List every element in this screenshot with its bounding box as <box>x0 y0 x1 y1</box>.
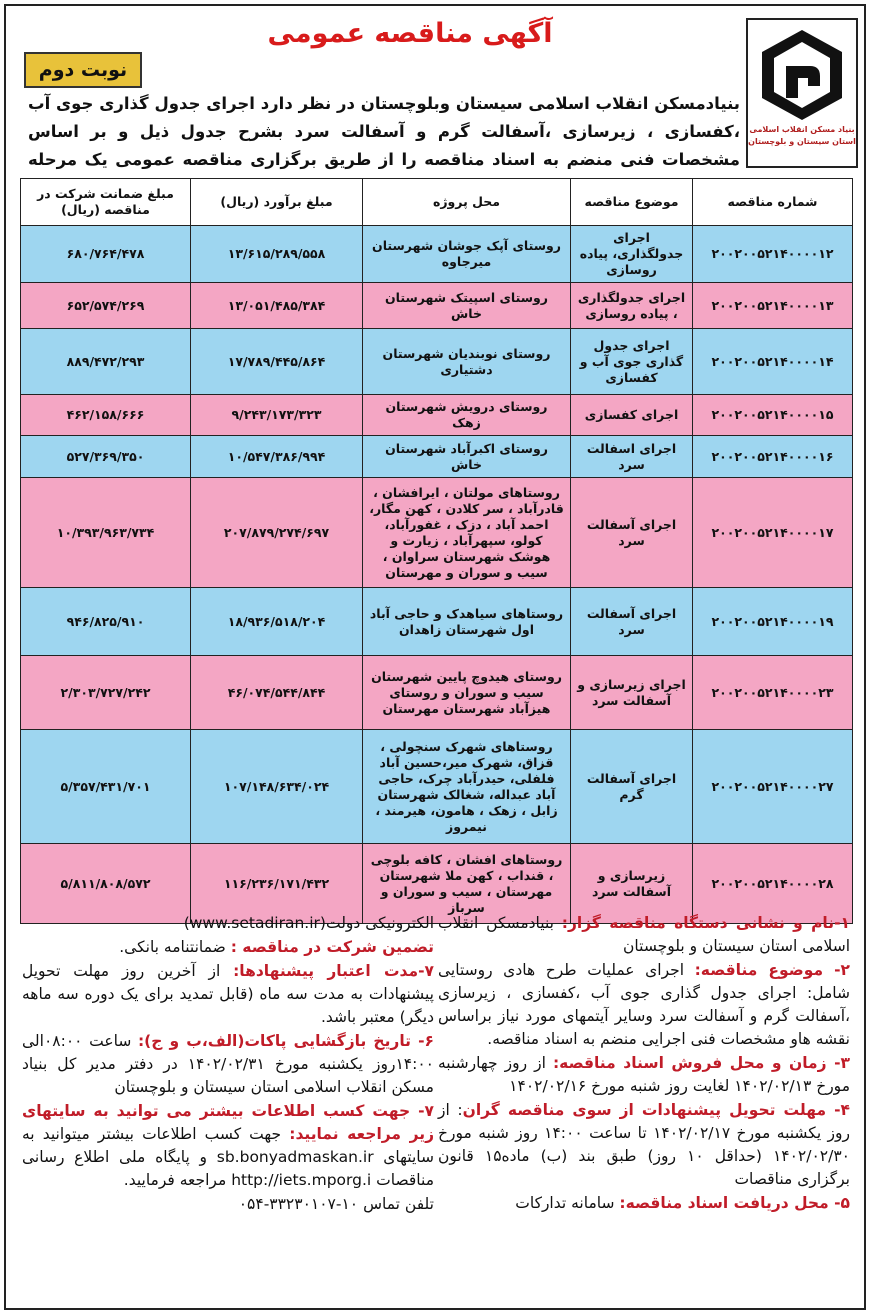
section-text: اجرای عملیات طرح هادی روستایی شامل: اجرای جدول گذاری جوی آب ،کفسازی ، زیرسازی ،آسفالت گرم و آسفالت سرد وسایر آیتمهای مورد نیاز براساس نقشه هاو مشخصات فنی اجرایی منضم به اسناد مناقصه. <box>438 961 850 1048</box>
tender-location: روستای درویش شهرستان زهک <box>363 395 571 436</box>
header-location: محل پروژه <box>363 179 571 226</box>
round-badge: نوبت دوم <box>24 52 142 88</box>
section-more-info <box>22 1100 434 1192</box>
tender-number: ۲۰۰۲۰۰۵۲۱۴۰۰۰۰۱۷ <box>693 478 853 588</box>
tender-subject: اجرای جدولگذاری، پیاده روسازی <box>571 226 693 283</box>
tender-number: ۲۰۰۲۰۰۵۲۱۴۰۰۰۰۱۹ <box>693 588 853 656</box>
table-header-row <box>21 179 853 226</box>
tender-guarantee: ۵/۳۵۷/۴۳۱/۷۰۱ <box>21 730 191 844</box>
tender-location: روستاهای مولتان ، ایرافشان ، قادرآباد ، سر کلادن ، کهن مگار، احمد آباد ، دزک ، غفورآباد، کولو، سپهرآباد ، زیارت و هوشک شهرستان سراوان ، سیب و سوران و مهرستان <box>363 478 571 588</box>
tender-estimate: ۹/۲۴۳/۱۷۳/۳۲۳ <box>191 395 363 436</box>
section-subject <box>438 959 850 1051</box>
header-guarantee: مبلغ ضمانت شرکت در مناقصه (ریال) <box>21 179 191 226</box>
tender-subject: اجرای جدول گذاری جوی آب و کفسازی <box>571 329 693 395</box>
section-heading: ۳- زمان و محل فروش اسناد مناقصه: <box>552 1054 850 1072</box>
tender-subject: زیرسازی و آسفالت سرد <box>571 844 693 924</box>
conditions-right-column <box>438 912 850 1216</box>
tender-estimate: ۲۰۷/۸۷۹/۲۷۴/۶۹۷ <box>191 478 363 588</box>
section-documents-sale <box>438 1052 850 1098</box>
tender-location: روستاهای شهرک سنچولی ، قزاق، شهرک میر،حسین آباد فلفلی، حیدرآباد چرک، حاجی آباد عبداله، شغالک شهرستان زابل ، زهک ، هامون، هیرمند ، نیمروز <box>363 730 571 844</box>
section-heading: ۱-نام و نشانی دستگاه مناقصه گزار: <box>561 914 850 932</box>
logo-caption-line1: بنیاد مسکن انقلاب اسلامی <box>749 125 855 134</box>
section-opening-date <box>22 1030 434 1099</box>
tender-number: ۲۰۰۲۰۰۵۲۱۴۰۰۰۰۱۳ <box>693 283 853 329</box>
tender-subject: اجرای آسفالت سرد <box>571 478 693 588</box>
table-row <box>21 329 853 395</box>
section-text: تلفن تماس ۱۰-۳۳۲۳۰۱۰۷-۰۵۴ <box>238 1195 434 1213</box>
section-heading: تضمین شرکت در مناقصه : <box>230 938 434 956</box>
tender-location: روستای اکبرآباد شهرستان خاش <box>363 436 571 478</box>
tender-number: ۲۰۰۲۰۰۵۲۱۴۰۰۰۰۱۴ <box>693 329 853 395</box>
tender-number: ۲۰۰۲۰۰۵۲۱۴۰۰۰۰۱۵ <box>693 395 853 436</box>
tender-number: ۲۰۰۲۰۰۵۲۱۴۰۰۰۰۲۳ <box>693 656 853 730</box>
section-phone <box>22 1193 434 1216</box>
table-row <box>21 283 853 329</box>
tender-subject: اجرای جدولگذاری ، پیاده روسازی <box>571 283 693 329</box>
section-text: ضمانتنامه بانکی. <box>119 938 231 956</box>
section-text: : از روز یکشنبه مورخ ۱۴۰۲/۰۲/۱۷ تا ساعت ۱۴:۰۰ روز شنبه مورخ ۱۴۰۲/۰۲/۳۰ (حداقل ۱۰ روز) طبق بند (ب) ماده۱۵ قانون برگزاری مناقصات <box>438 1101 850 1188</box>
section-heading: ۵- محل دریافت اسناد مناقصه: <box>619 1194 850 1212</box>
tender-location: روستای اسپیتک شهرستان خاش <box>363 283 571 329</box>
section-heading: ۷-مدت اعتبار پیشنهادها: <box>233 962 434 980</box>
tender-location: روستاهای سیاهدک و حاجی آباد اول شهرستان زاهدان <box>363 588 571 656</box>
section-documents-location <box>438 1192 850 1215</box>
section-submission-deadline <box>438 1099 850 1191</box>
tender-estimate: ۱۷/۷۸۹/۴۴۵/۸۶۴ <box>191 329 363 395</box>
conditions-left-column <box>22 912 434 1217</box>
tender-estimate: ۱۱۶/۲۳۶/۱۷۱/۴۳۲ <box>191 844 363 924</box>
section-text: بنیادمسکن انقلاب اسلامی استان سیستان و بلوچستان <box>438 914 850 955</box>
logo-caption-line2: استان سیستان و بلوچستان <box>748 137 856 146</box>
table-row <box>21 395 853 436</box>
section-text: از روز چهارشنبه مورخ ۱۴۰۲/۰۲/۱۳ لغایت روز شنبه مورخ ۱۴۰۲/۰۲/۱۶ <box>438 1054 850 1095</box>
tender-guarantee: ۲/۳۰۳/۷۲۷/۲۴۲ <box>21 656 191 730</box>
tender-subject: اجرای زیرسازی و آسفالت سرد <box>571 656 693 730</box>
tender-guarantee: ۹۴۶/۸۲۵/۹۱۰ <box>21 588 191 656</box>
section-text: سامانه تدارکات <box>515 1194 620 1212</box>
tender-location: روستای نوبندیان شهرستان دشتیاری <box>363 329 571 395</box>
table-row <box>21 656 853 730</box>
section-heading: ۶- تاریخ بازگشایی پاکات(الف،ب و ج): <box>137 1032 434 1050</box>
section-text: الکترونیکی دولت(www.setadiran.ir) <box>183 914 434 932</box>
tender-estimate: ۱۰/۵۴۷/۳۸۶/۹۹۴ <box>191 436 363 478</box>
section-text: ساعت ۰۸:۰۰الی ۱۴:۰۰روز یکشنبه مورخ ۱۴۰۲/۰۲/۳۱ در دفتر مدیر کل بنیاد مسکن انقلاب اسلامی استان سیستان و بلوچستان <box>22 1032 435 1096</box>
tender-number: ۲۰۰۲۰۰۵۲۱۴۰۰۰۰۱۲ <box>693 226 853 283</box>
table-row <box>21 588 853 656</box>
tender-number: ۲۰۰۲۰۰۵۲۱۴۰۰۰۰۲۷ <box>693 730 853 844</box>
tender-subject: اجرای کفسازی <box>571 395 693 436</box>
section-heading: ۷- جهت کسب اطلاعات بیشتر می توانید به سایتهای زیر مراجعه نمایید: <box>22 1102 434 1143</box>
tender-guarantee: ۵/۸۱۱/۸۰۸/۵۷۲ <box>21 844 191 924</box>
header-number: شماره مناقصه <box>693 179 853 226</box>
tender-location: روستای هیدوچ پایین شهرستان سیب و سوران و روستای هیزآباد شهرستان مهرستان <box>363 656 571 730</box>
section-guarantee <box>22 936 434 959</box>
tender-estimate: ۱۸/۹۳۶/۵۱۸/۲۰۴ <box>191 588 363 656</box>
table-row <box>21 730 853 844</box>
tender-location: روستاهای افشان ، کافه بلوچی ، قنداب ، کهن ملا شهرستان مهرستان ، سیب و سوران و سرباز <box>363 844 571 924</box>
section-text: جهت کسب اطلاعات بیشتر میتوانید به سایتهای sb.bonyadmaskan.ir و پایگاه ملی اطلاع رسانی مناقصات http://iets.mporg.i مراجعه فرمایید. <box>22 1125 434 1189</box>
header-subject: موضوع مناقصه <box>571 179 693 226</box>
tender-location: روستای آپک جوشان شهرستان میرجاوه <box>363 226 571 283</box>
tender-estimate: ۱۳/۰۵۱/۴۸۵/۳۸۴ <box>191 283 363 329</box>
tender-estimate: ۴۶/۰۷۴/۵۴۴/۸۴۴ <box>191 656 363 730</box>
section-heading: ۲- موضوع مناقصه: <box>694 961 851 979</box>
table-row <box>21 226 853 283</box>
tender-number: ۲۰۰۲۰۰۵۲۱۴۰۰۰۰۱۶ <box>693 436 853 478</box>
intro-paragraph: بنیادمسکن انقلاب اسلامی سیستان وبلوچستان در نظر دارد اجرای جدول گذاری جوی آب ،کفسازی ، زیرسازی ،آسفالت گرم و آسفالت سرد بشرح جدول ذیل و بر اساس مشخصات فنی منضم به اسناد مناقصه را از طریق برگزاری مناقصه عمومی یک مرحله <box>28 94 740 169</box>
tender-table <box>20 178 853 924</box>
tender-subject: اجرای آسفالت گرم <box>571 730 693 844</box>
logo-caption <box>748 124 856 148</box>
tender-guarantee: ۴۶۲/۱۵۸/۶۶۶ <box>21 395 191 436</box>
section-organizer <box>438 912 850 958</box>
tender-guarantee: ۱۰/۳۹۳/۹۶۳/۷۳۴ <box>21 478 191 588</box>
page-title: آگهی مناقصه عمومی <box>267 18 553 49</box>
tender-estimate: ۱۳/۶۱۵/۲۸۹/۵۵۸ <box>191 226 363 283</box>
tender-subject: اجرای اسفالت سرد <box>571 436 693 478</box>
section-heading: ۴- مهلت تحویل پیشنهادات از سوی مناقصه گران <box>462 1101 850 1119</box>
tender-guarantee: ۸۸۹/۴۷۲/۲۹۳ <box>21 329 191 395</box>
table-row <box>21 478 853 588</box>
section-setad-site <box>22 912 434 935</box>
tender-number: ۲۰۰۲۰۰۵۲۱۴۰۰۰۰۲۸ <box>693 844 853 924</box>
bonyad-maskan-logo-icon <box>758 26 846 122</box>
tender-subject: اجرای آسفالت سرد <box>571 588 693 656</box>
section-text: از آخرین روز مهلت تحویل پیشنهادات به مدت سه ماه (قابل تمدید برای یک دوره سه ماهه دیگر) معتبر باشد. <box>22 962 434 1026</box>
tender-guarantee: ۵۲۷/۳۶۹/۳۵۰ <box>21 436 191 478</box>
tender-estimate: ۱۰۷/۱۴۸/۶۳۴/۰۲۴ <box>191 730 363 844</box>
logo <box>746 18 858 168</box>
section-validity <box>22 960 434 1029</box>
table-row <box>21 436 853 478</box>
tender-guarantee: ۶۵۲/۵۷۴/۲۶۹ <box>21 283 191 329</box>
tender-guarantee: ۶۸۰/۷۶۴/۴۷۸ <box>21 226 191 283</box>
header-estimate: مبلغ برآورد (ریال) <box>191 179 363 226</box>
